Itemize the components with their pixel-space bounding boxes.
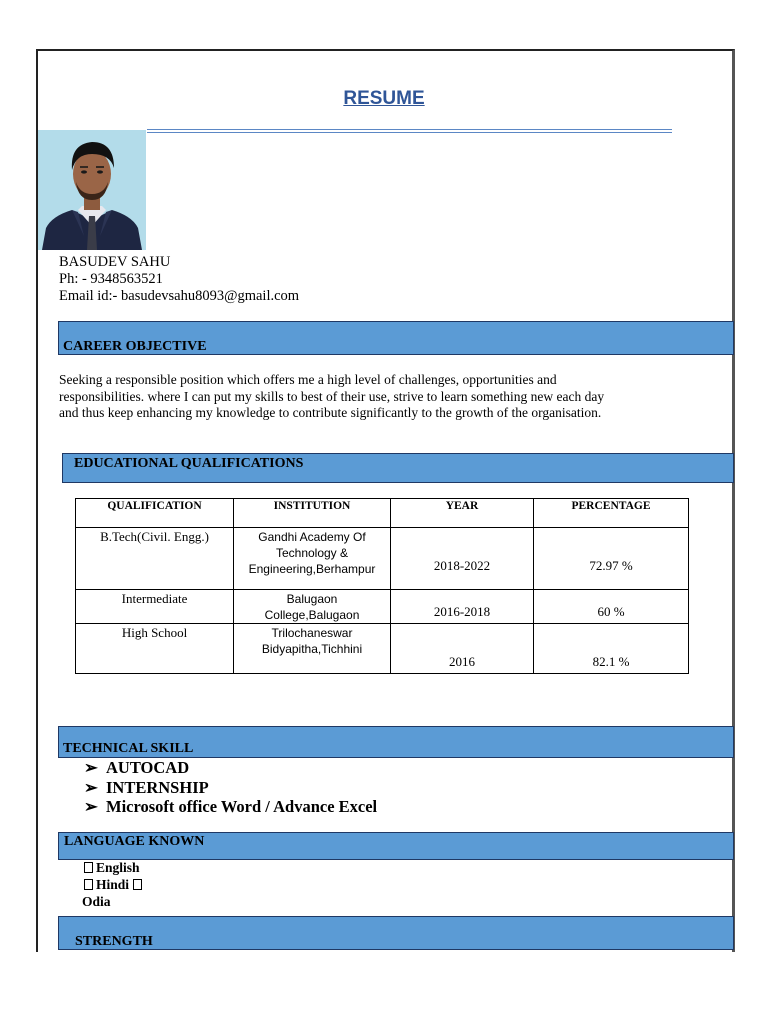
institution-cell: [234, 528, 391, 590]
email-address: Email id:- basudevsahu8093@gmail.com: [59, 288, 300, 304]
qualification-cell: B.Tech(Civil. Engg.): [76, 528, 234, 590]
objective-text: [59, 372, 699, 422]
language-label: Hindi: [96, 877, 130, 892]
technical-skill-title: TECHNICAL SKILL: [63, 741, 194, 756]
list-item: [82, 859, 145, 876]
year-cell: 2016-2018: [391, 590, 534, 624]
strength-header: [58, 916, 734, 950]
table-row: [76, 528, 689, 590]
language-label: English: [96, 860, 140, 875]
contact-block: [59, 254, 299, 305]
skill-label: AUTOCAD: [106, 758, 190, 777]
institution-line: Engineering,Berhampur: [248, 562, 376, 576]
percentage-cell: 60 %: [534, 590, 689, 624]
education-table: [75, 498, 689, 674]
column-header: YEAR: [391, 499, 534, 528]
year-cell: 2016: [391, 624, 534, 674]
objective-line: and thus keep enhancing my knowledge to contribute significantly to the growth of the organisation.: [59, 405, 602, 420]
list-item: [84, 758, 377, 778]
list-item: [82, 876, 145, 893]
objective-line: Seeking a responsible position which offers me a high level of challenges, opportunities and: [59, 372, 557, 387]
column-header: PERCENTAGE: [534, 499, 689, 528]
list-item: [84, 797, 377, 817]
objective-line: responsibilities. where I can put my skills to best of their use, strive to learn something new each day: [59, 388, 605, 404]
arrow-bullet-icon: ➢: [84, 777, 98, 797]
institution-cell: [234, 590, 391, 624]
languages-list: [82, 859, 145, 910]
table-header-row: [76, 499, 689, 528]
skill-label: Microsoft office Word / Advance Excel: [106, 797, 378, 816]
skill-label: INTERNSHIP: [106, 777, 209, 797]
institution-line: Balugaon: [286, 592, 338, 606]
table-row: [76, 590, 689, 624]
institution-line: Trilochaneswar: [271, 626, 353, 640]
title-rule: [147, 132, 672, 133]
qualification-cell: High School: [76, 624, 234, 674]
percentage-cell: 72.97 %: [534, 528, 689, 590]
resume-title: RESUME: [343, 88, 425, 109]
skills-list: [84, 758, 377, 817]
qualification-cell: Intermediate: [76, 590, 234, 624]
institution-line: Gandhi Academy Of: [258, 530, 366, 544]
candidate-name: BASUDEV SAHU: [59, 254, 171, 270]
list-item: [82, 893, 145, 910]
percentage-cell: 82.1 %: [534, 624, 689, 674]
profile-photo: [38, 130, 146, 250]
language-known-header: [58, 832, 734, 860]
education-title: EDUCATIONAL QUALIFICATIONS: [74, 456, 304, 471]
education-header: [62, 453, 734, 483]
institution-line: Bidyapitha,Tichhini: [261, 642, 363, 656]
table-row: [76, 624, 689, 674]
institution-cell: [234, 624, 391, 674]
checkbox-glyph-icon: [133, 879, 142, 890]
title-rule: [147, 129, 672, 130]
year-cell: 2018-2022: [391, 528, 534, 590]
list-item: [84, 778, 377, 798]
language-label: Odia: [82, 894, 111, 909]
language-known-title: LANGUAGE KNOWN: [64, 834, 205, 849]
technical-skill-header: [58, 726, 734, 758]
column-header: QUALIFICATION: [76, 499, 234, 528]
career-objective-header: [58, 321, 734, 355]
institution-line: College,Balugaon: [264, 608, 360, 622]
arrow-bullet-icon: ➢: [84, 758, 98, 777]
arrow-bullet-icon: ➢: [84, 797, 98, 816]
strength-title: STRENGTH: [75, 934, 153, 949]
phone-number: Ph: - 9348563521: [59, 271, 163, 287]
checkbox-glyph-icon: [84, 879, 93, 890]
checkbox-glyph-icon: [84, 862, 93, 873]
column-header: INSTITUTION: [234, 499, 391, 528]
institution-line: Technology &: [275, 546, 349, 560]
career-objective-title: CAREER OBJECTIVE: [63, 339, 207, 354]
